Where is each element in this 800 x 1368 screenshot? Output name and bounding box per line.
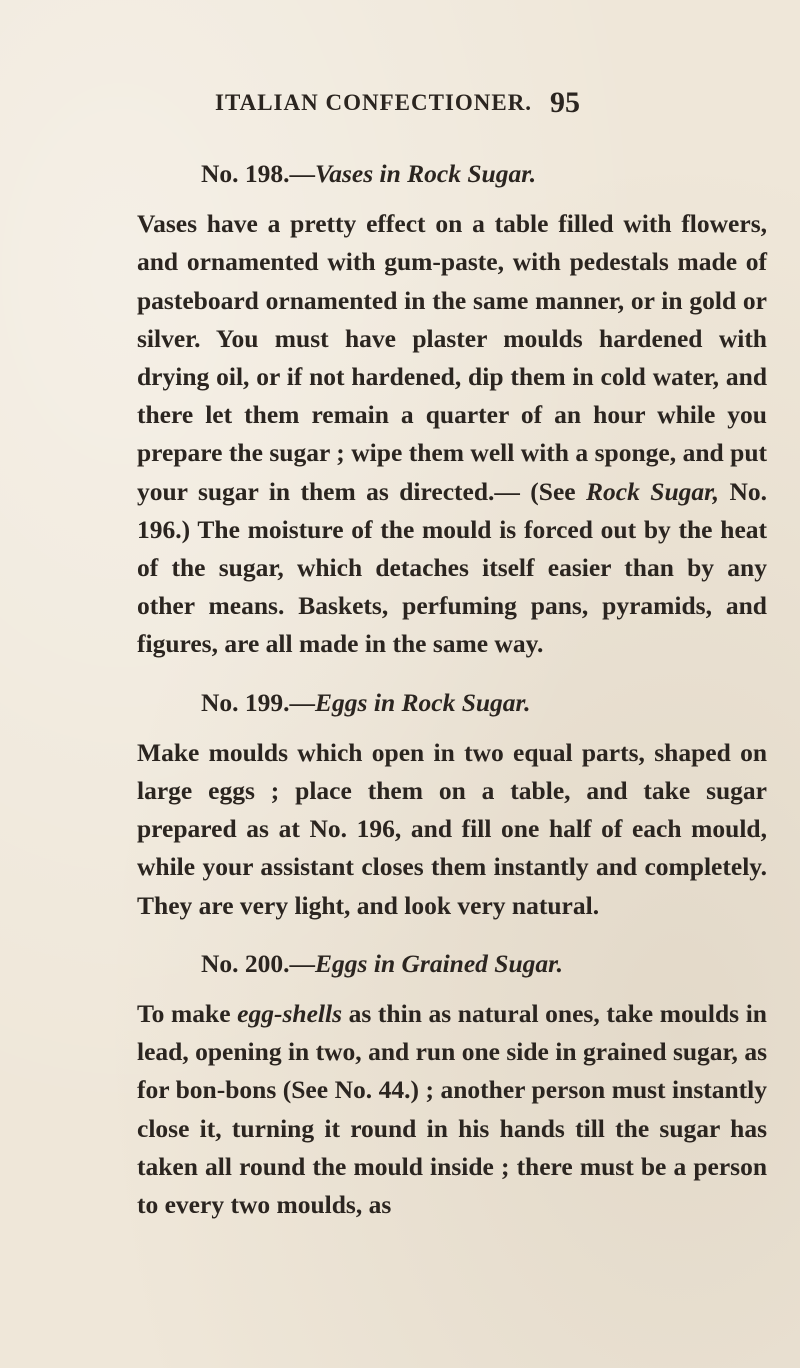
paragraph-text: Make moulds which open in two equal parts, shaped on large eggs ; place them on a table, and take sugar prepared as at No. 196, and fill one half of each mould, while your assistant closes them instantly and completely. They are very light, and look very natural. (137, 737, 767, 920)
section-title: Eggs in Rock Sugar. (315, 687, 531, 717)
section-heading-200 (137, 945, 767, 983)
section-paragraph-198 (137, 205, 767, 663)
paragraph-text: No. 196.) The moisture of the mould is forced out by the heat of the sugar, which detaches itself easier than by any other means. Baskets, perfuming pans, pyramids, and figures, are all made in the same way. (137, 476, 767, 659)
paragraph-italic-text: Rock Sugar, (586, 476, 720, 506)
paragraph-text: Vases have a pretty effect on a table filled with flowers, and ornamented with gum-paste, with pedestals made of pasteboard ornamented in the same manner, or in gold or silver. You must have plaster moulds hardened with drying oil, or if not hardened, dip them in cold water, and there let them remain a quarter of an hour while you prepare the sugar ; wipe them well with a sponge, and put your sugar in them as directed.— (See (137, 209, 767, 506)
paragraph-italic-text: egg-shells (237, 999, 342, 1029)
section-number: No. 200.— (201, 948, 316, 978)
section-paragraph-200 (137, 995, 767, 1224)
page-header (215, 86, 775, 126)
section-heading-198 (137, 155, 767, 193)
paragraph-text: To make (137, 999, 238, 1029)
section-number: No. 199.— (201, 687, 316, 717)
section-heading-199 (137, 684, 767, 722)
section-number: No. 198.— (201, 159, 316, 188)
section-title: Vases in Rock Sugar. (315, 159, 537, 188)
section-title: Eggs in Grained Sugar. (315, 948, 564, 978)
paragraph-text: as thin as natural ones, take moulds in lead, opening in two, and run one side in grained sugar, as for bon-bons (See No. 44.) ; another person must instantly close it, turning it round in his hands till the sugar has taken all round the mould inside ; there must be a person to every two moulds, as (137, 999, 767, 1220)
running-head: ITALIAN CONFECTIONER. (215, 90, 533, 115)
page-body (137, 155, 767, 1224)
section-paragraph-199 (137, 734, 767, 925)
page-number: 95 (550, 86, 580, 119)
